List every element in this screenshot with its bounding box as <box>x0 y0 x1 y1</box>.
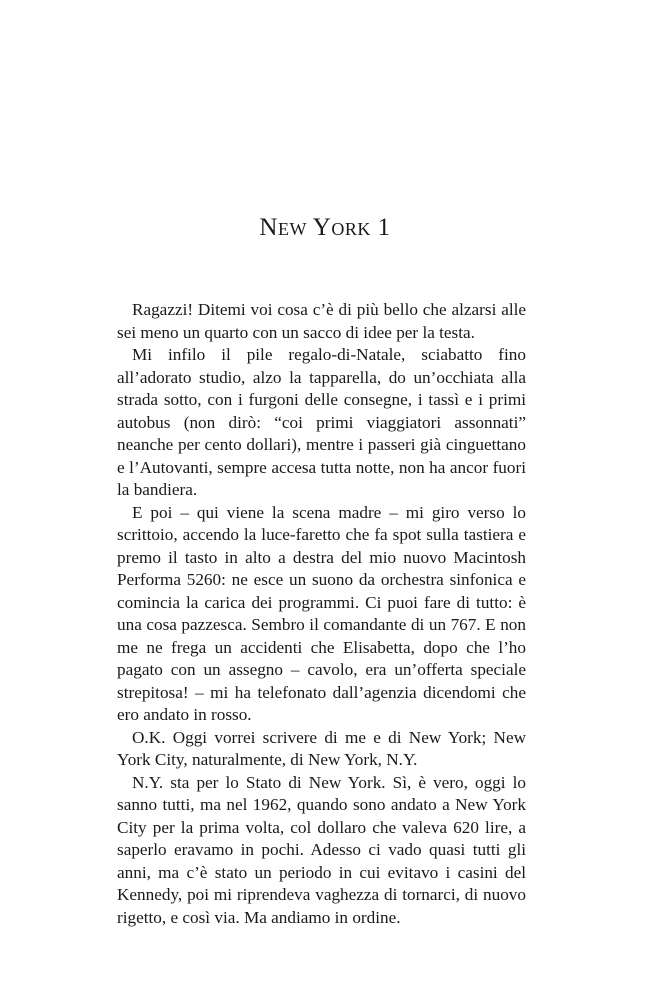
paragraph: E poi – qui viene la scena madre – mi giro verso lo scrittoio, accendo la luce-faretto che fa spot sulla tastiera e premo il tasto in alto a destra del mio nuovo Macintosh Performa 5260: ne esce un suono da orchestra sinfonica e comincia la carica dei programmi. Ci puoi fare di tutto: è una cosa pazzesca. Sembro il comandante di un 767. E non me ne frega un accidenti che Elisabetta, dopo che l’ho pagato con un assegno – cavolo, era un’offerta speciale strepitosa! – mi ha telefonato dall’agenzia dicendomi che ero andato in rosso. <box>117 502 526 724</box>
paragraph: Ragazzi! Ditemi voi cosa c’è di più bello che alzarsi alle sei meno un quarto con un sacco di idee per la testa. <box>117 300 526 342</box>
chapter-title: New York 1 <box>259 214 391 241</box>
paragraph: O.K. Oggi vorrei scrivere di me e di New York; New York City, naturalmente, di New York, N.Y. <box>117 727 526 769</box>
chapter-body <box>117 299 526 929</box>
paragraph: N.Y. sta per lo Stato di New York. Sì, è vero, oggi lo sanno tutti, ma nel 1962, quando sono andato a New York City per la prima volta, col dollaro che valeva 620 lire, a saperlo eravamo in pochi. Adesso ci vado quasi tutti gli anni, ma c’è stato un periodo in cui evitavo i casini del Kennedy, poi mi riprendeva vaghezza di tornarci, di nuovo rigetto, e così via. Ma andiamo in ordine. <box>117 772 526 927</box>
paragraph: Mi infilo il pile regalo-di-Natale, sciabatto fino all’adorato studio, alzo la tapparella, do un’occhiata alla strada sotto, con i furgoni delle consegne, i tassì e i primi autobus (non dirò: “coi primi viaggiatori assonnati” neanche per cento dollari), mentre i passeri già cinguettano e l’Autovanti, sempre accesa tutta notte, non ha ancor fuori la bandiera. <box>117 345 526 499</box>
